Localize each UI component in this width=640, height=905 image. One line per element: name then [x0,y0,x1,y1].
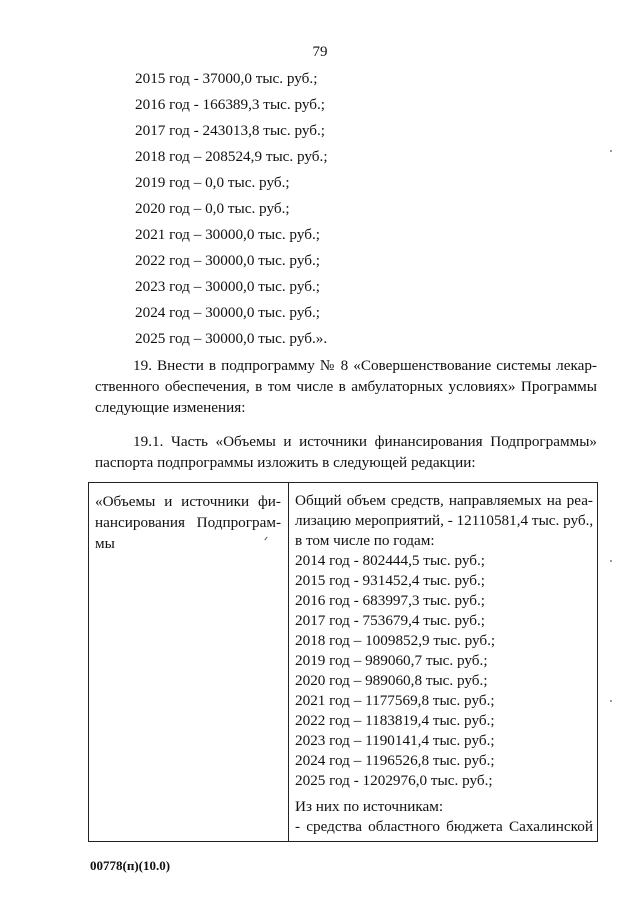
funding-year-line: 2020 год – 0,0 тыс. руб.; [135,200,290,217]
funding-year-line: 2015 год - 37000,0 тыс. руб.; [135,70,318,87]
left-cell-line: «Объемы и источники фи- [95,493,281,510]
table-year-line: 2015 год - 931452,4 тыс. руб.; [295,572,486,589]
item-19-1-paragraph [95,431,597,473]
funding-year-line: 2022 год – 30000,0 тыс. руб.; [135,252,320,269]
document-code: 00778(п)(10.0) [90,858,171,873]
funding-year-line: 2023 год – 30000,0 тыс. руб.; [135,278,320,295]
table-year-line: 2014 год - 802444,5 тыс. руб.; [295,552,486,569]
funding-year-line: 2016 год - 166389,3 тыс. руб.; [135,96,326,113]
table-year-line: 2024 год – 1196526,8 тыс. руб.; [295,752,495,769]
funding-year-line: 2025 год – 30000,0 тыс. руб.». [135,330,328,347]
sources-heading: Из них по источникам: [295,798,444,815]
item-19-line: следующие изменения: [95,399,246,416]
item-19-paragraph [95,355,597,418]
funding-year-line: 2017 год - 243013,8 тыс. руб.; [135,122,326,139]
table-year-line: 2021 год – 1177569,8 тыс. руб.; [295,692,495,709]
funding-years-list [135,66,328,352]
right-cell-intro-line: Общий объем средств, направляемых на реа- [295,492,593,509]
item-19-1-line: паспорта подпрограммы изложить в следующей редакции: [95,454,476,471]
funding-year-line: 2021 год – 30000,0 тыс. руб.; [135,226,320,243]
table-year-line: 2022 год – 1183819,4 тыс. руб.; [295,712,495,729]
left-cell-line: мы [95,535,115,552]
funding-year-line: 2024 год – 30000,0 тыс. руб.; [135,304,320,321]
table-column-divider [288,483,289,841]
item-19-1-line: 19.1. Часть «Объемы и источники финансирования Подпрограммы» [133,433,597,450]
right-cell-intro-line: лизацию мероприятий, - 12110581,4 тыс. руб., [295,512,594,529]
table-year-line: 2025 год - 1202976,0 тыс. руб.; [295,772,493,789]
funding-year-line: 2019 год – 0,0 тыс. руб.; [135,174,290,191]
source-line: - средства областного бюджета Сахалинской [295,818,593,835]
table-right-cell [295,491,593,837]
scan-dot [610,700,612,702]
table-left-cell [95,491,281,554]
financing-table [88,482,598,842]
table-year-line: 2019 год – 989060,7 тыс. руб.; [295,652,488,669]
item-19-line: ственного обеспечения, в том числе в амбулаторных условиях» Программы [95,378,597,395]
funding-year-line: 2018 год – 208524,9 тыс. руб.; [135,148,328,165]
scan-dot [610,560,612,562]
item-19-line: 19. Внести в подпрограмму № 8 «Совершенствование системы лекар- [133,357,597,374]
left-cell-line: нансирования Подпрограм- [95,514,281,531]
table-year-line: 2016 год - 683997,3 тыс. руб.; [295,592,486,609]
right-cell-intro-line: в том числе по годам: [295,532,435,549]
scan-dot [610,150,612,152]
page-number: 79 [312,44,328,60]
table-year-line: 2023 год – 1190141,4 тыс. руб.; [295,732,495,749]
table-year-line: 2018 год – 1009852,9 тыс. руб.; [295,632,496,649]
table-year-line: 2017 год - 753679,4 тыс. руб.; [295,612,486,629]
table-year-line: 2020 год – 989060,8 тыс. руб.; [295,672,488,689]
